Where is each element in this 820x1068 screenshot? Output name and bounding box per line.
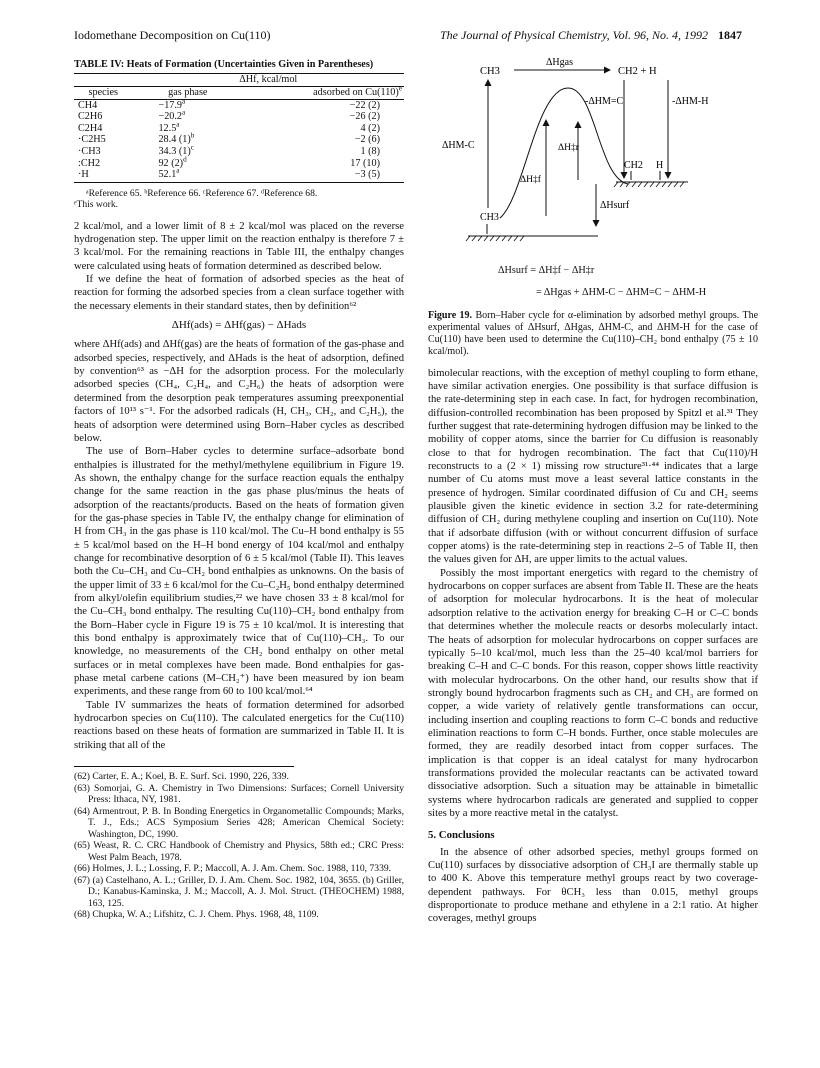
paragraph-right-1: bimolecular reactions, with the exception of methyl coupling to form ethane, have similar activation energies. One possibility is that surface diffusion is the rate-determining step in each case. In fact, for hydrogen recombination, diffusion-controlled recombination has been proposed by Spitzl et al.³¹ They further suggest that rate-determining hydrogen diffusion may be linked to the mobility of copper atoms, since the barrier for Cu diffusion is reasonably close to that for hydrogen recombination. The fact that Cu(110)/H reconstructs to a (2 × 1) missing row structure³¹·⁴⁴ indicates that a large number of Cu atoms must move a least several lattice constants in the presence of hydrogen. Similar coordinated diffusion of Cu and CH₂ seems plausible given the kinetic evidence in section 3.2 for rate-determining diffusion of CH₂ during methylene coupling and insertion on Cu(110). Note that if adsorbate diffusion (with or without concurrent diffusion of surface copper atoms) is the rate-determining step in reactions 2–5 of Table II, then the values given for ΔH, are upper limits to the actual values.	[428, 367, 758, 566]
paragraph-left-5: Table IV summarizes the heats of formation determined for adsorbed hydrocarbon species on Cu(110). The calculated energetics for the Cu(110) reactions based on these heats of formation are summarized in Table II. It is striking that all of the	[74, 699, 404, 751]
figure-caption	[428, 310, 758, 358]
label-dhf-forward: ΔH‡f	[520, 175, 541, 185]
label-ch2-ads: CH2	[624, 160, 643, 171]
paragraph-right-2: Possibly the most important energetics with regard to the chemistry of hydrocarbons on copper surfaces are absent from Table II. These are the heats of adsorption for molecular hydrocarbons. It is the heat of molecular adsorption relative to the activation energy for breaking C–H or C–C bonds that determines whether the molecule reacts or desorbs molecularly intact. The heats of adsorption for molecular hydrocarbons on copper surfaces are typically 5–10 kcal/mol, much less than the 25–40 kcal/mol barriers for breaking C–H and C–C bonds. For this reason, copper shows little reactivity with molecular hydrocarbons. On the other hand, our results show that if strongly bound hydrocarbon fragments such as CH₂ and CH₃ are formed on copper, a wide variety of relatively gentle transformations can occur, including insertion and coupling reactions to form C–C bonds and reductive elimination reactions to form C–H bonds. Further, once stable molecules are formed, they are readily desorbed intact from copper surfaces. The implication is that copper is an ideal catalyst for many hydrocarbon transformations provided the molecular reactants can be activated toward dissociative adsorption. Such a situation may be attainable in bimetallic systems where hydrocarbon radicals are generated and supplied to copper sites by a more reactive metal in the catalyst.	[428, 567, 758, 819]
table-cell-adsorbed: −22 (2)	[349, 99, 380, 111]
gas-value: 92 (2)	[158, 157, 184, 169]
gas-note: a	[182, 97, 186, 106]
table-header-note: e	[398, 84, 402, 93]
table-row	[74, 99, 404, 111]
figure-caption-text: Born–Haber cycle for α-elimination by adsorbed methyl groups. The experimental values of ΔHsurf, ΔHgas, ΔHM-C, and ΔHM-H for the case of Cu(110) have been used to determine the Cu(110)–CH₂ bond enthalpy (75 ± 10 kcal/mol).	[428, 310, 759, 357]
label-dhf-reverse: ΔH‡r	[558, 143, 579, 153]
reference-item: (68) Chupka, W. A.; Lifshitz, C. J. Chem. Phys. 1968, 48, 1109.	[74, 909, 319, 921]
heats-of-formation-table	[74, 73, 404, 182]
gas-value: −17.9	[158, 99, 183, 111]
table-row	[74, 123, 404, 135]
table-cell-adsorbed: −3 (5)	[243, 169, 404, 182]
figure-equation-2: = ΔHgas + ΔHM-C − ΔHM=C − ΔHM-H	[536, 287, 707, 298]
page-number: 1847	[718, 28, 742, 42]
reference-item: (65) Weast, R. C. CRC Handbook of Chemistry and Physics, 58th ed.; CRC Press: West Palm Beach, 1978.	[74, 840, 404, 863]
label-h-ads: H	[656, 160, 664, 171]
gas-note: b	[190, 131, 195, 140]
section-heading-conclusions: 5. Conclusions	[428, 829, 495, 842]
table-cell-species: ·H	[74, 169, 132, 182]
gas-note: a	[176, 120, 180, 129]
paragraph-conclusions: In the absence of other adsorbed species, methyl groups formed on Cu(110) surfaces by dissociative adsorption of CH₃I are thermally stable up to 400 K. Above this temperature methyl groups react by two coverage-dependent pathways. For θCH₃ less than 0.015, methyl groups disproportionate to produce methane and ethylene in a 2:1 ratio. At higher coverages, methyl groups	[428, 846, 758, 925]
journal-citation: The Journal of Physical Chemistry, Vol. 96, No. 4, 1992	[440, 28, 708, 42]
reference-item: (67) (a) Castelhano, A. L.; Griller, D. J. Am. Chem. Soc. 1982, 104, 3655. (b) Griller, D.; Kanabus-Kaminska, J. M.; Maccoll, A. J. Mol. Struct. (THEOCHEM) 1988, 163, 125.	[74, 874, 404, 909]
reference-list	[74, 771, 404, 921]
table-cell-gas	[132, 120, 243, 135]
label-ch3-gas: CH3	[480, 66, 500, 77]
table-title: TABLE IV: Heats of Formation (Uncertainties Given in Parentheses)	[74, 59, 374, 70]
label-dhsurf: ΔHsurf	[600, 200, 630, 211]
table-cell-species: ·CH3	[78, 145, 101, 157]
gas-value: 28.4 (1)	[158, 134, 191, 146]
table-row	[74, 134, 404, 146]
surface-hatch-left	[466, 236, 524, 241]
gas-note: a	[176, 166, 180, 175]
gas-note: c	[190, 143, 194, 152]
gas-value: 12.5	[158, 122, 177, 134]
paragraph-left-3: where ΔHf(ads) and ΔHf(gas) are the heats of formation of the gas-phase and adsorbed species, respectively, and ΔHads is the heat of adsorption, defined by convention⁶³ as −ΔH for the adsorption process. For the molecularly adsorbed species (CH₄, C₂H₄, and C₂H₆) the heats of adsorption were determined from the desorption peak temperatures assuming preexponential factors of 10¹³ s⁻¹. For the adsorbed radicals (H, CH₃, CH₂, and C₂H₅), the heats of adsorption were determined using Born–Haber cycles as described below.	[74, 339, 404, 444]
running-header-title: Iodomethane Decomposition on Cu(110)	[74, 28, 271, 42]
figure-19-diagram	[428, 58, 758, 248]
figure-equations	[428, 260, 758, 304]
table-cell-gas	[132, 155, 243, 170]
table-cell-gas	[132, 99, 243, 111]
table-row	[74, 111, 404, 123]
references-divider	[74, 766, 294, 767]
table-body	[74, 99, 404, 182]
paragraph-left-2: If we define the heat of formation of adsorbed species as the heat of reaction for forming the adsorbed species from a clean surface together with the necessary elements in their standard states, then by definition⁶²	[74, 274, 404, 312]
table-cell-species: C2H4	[78, 122, 103, 134]
gas-value: −20.2	[158, 111, 183, 123]
paragraph-left-4: The use of Born–Haber cycles to determine surface–adsorbate bond enthalpies is illustrated for the methyl/methylene equilibrium in Figure 19. As shown, the enthalpy change for the surface reaction equals the enthalpy change for the same reaction in the gas phase plus/minus the heats of adsorption of the reactants/products. Based on the heats of formation given for the gas-phase species in Table IV, the enthalpy change for elimination of H from CH₃ in the gas phase is 110 kcal/mol. The Cu–H bond enthalpy is 55 ± 5 kcal/mol based on the H–H bond energy of 104 kcal/mol and enthalpy change for recombinative desorption of 6 ± 5 kcal/mol (Table II). This leaves both the Cu–CH₃ and Cu–CH₂ bond enthalpies as unknowns. On the basis of the upper limit of 33 ± 6 kcal/mol for the Cu–C₂H₅ bond enthalpy determined from alkyl/olefin equilibrium studies,²² we have chosen 33 ± 8 kcal/mol for the Cu–CH₃ bond enthalpy. The resulting Cu(110)–CH₂ bond enthalpy from the Born–Haber cycle in Figure 19 is 75 ± 10 kcal/mol. It is interesting that this bond enthalpy is approximately twice that of Cu(110)–CH₃. To our knowledge, no measurements of the CH₂ bond enthalpy on other metal surfaces or in metal complexes have been made. Bond enthalpies for gas-phase metal carbene cations (M–CH₂⁺) have been measured by ion beam experiments, and these range from 60 to 100 kcal/mol.⁶⁴	[74, 446, 404, 698]
table-cell-species: :CH2	[78, 157, 101, 169]
table-row	[74, 146, 404, 158]
gas-note: d	[183, 155, 187, 164]
gas-value: 34.3 (1)	[158, 145, 191, 157]
table-cell-adsorbed: −26 (2)	[349, 111, 380, 123]
label-dhmh: -ΔHM-H	[672, 96, 709, 107]
label-dhmeqc: -ΔHM=C	[585, 96, 624, 107]
table-header-gas: gas phase	[132, 86, 243, 99]
table-footnotes	[74, 188, 404, 211]
table-row	[74, 169, 404, 182]
table-cell-species: CH4	[78, 99, 98, 111]
table-group-header: ΔHf, kcal/mol	[132, 74, 404, 87]
label-ch3-ads: CH3	[480, 212, 499, 223]
table-cell-adsorbed: 1 (8)	[360, 145, 380, 157]
born-haber-cycle-svg	[428, 58, 758, 248]
table-cell-gas	[132, 108, 243, 123]
reference-item: (66) Holmes, J. L.; Lossing, F. P.; Maccoll, A. J. Am. Chem. Soc. 1988, 110, 7339.	[74, 863, 392, 875]
table-cell-species: C2H6	[78, 111, 103, 123]
reference-item: (64) Armentrout, P. B. In Bonding Energetics in Organometallic Compounds; Marks, T. J., Eds.; ACS Symposium Series 428; American Chemical Society: Washington, DC, 1990.	[74, 805, 404, 840]
label-dhmc: ΔHM-C	[442, 140, 475, 151]
gas-note: a	[182, 108, 186, 117]
table-cell-adsorbed: 4 (2)	[360, 122, 380, 134]
label-dhgas: ΔHgas	[546, 58, 573, 68]
reaction-barrier-curve	[500, 88, 628, 218]
table-footnote-this-work: ᵉThis work.	[74, 199, 119, 211]
table-row	[74, 158, 404, 170]
table-cell-gas	[132, 143, 243, 158]
paragraph-left-1: 2 kcal/mol, and a lower limit of 8 ± 2 kcal/mol was placed on the reverse hydrogenation step. The upper limit on the reaction enthalpy is therefore 7 ± 3 kcal/mol. For the remaining reactions in Table III, the enthalpy changes were calculated using heats of formation determined as described below.	[74, 220, 404, 272]
equation-heat-of-formation: ΔHf(ads) = ΔHf(gas) − ΔHads	[171, 319, 307, 332]
label-ch2-h-gas: CH2 + H	[618, 66, 657, 77]
gas-value: 52.1	[158, 169, 177, 181]
table-footnote-refs: ᵃReference 65. ᵇReference 66. ᶜReference 67. ᵈReference 68.	[86, 187, 318, 199]
figure-equation-1: ΔHsurf = ΔH‡f − ΔH‡r	[498, 265, 595, 276]
table-cell-gas	[132, 131, 243, 146]
table-header-adsorbed	[243, 86, 404, 99]
reference-item: (62) Carter, E. A.; Koel, B. E. Surf. Sci. 1990, 226, 339.	[74, 771, 289, 783]
table-cell-adsorbed: 17 (10)	[350, 157, 380, 169]
table-cell-species: ·C2H5	[78, 134, 106, 146]
table-cell-adsorbed: −2 (6)	[354, 134, 380, 146]
table-header-adsorbed-label: adsorbed on Cu(110)	[313, 86, 399, 98]
left-column	[74, 58, 404, 921]
right-column	[428, 58, 758, 926]
table-cell-gas	[132, 166, 243, 182]
figure-caption-label: Figure 19.	[428, 310, 473, 321]
reference-item: (63) Somorjai, G. A. Chemistry in Two Dimensions: Surfaces; Cornell University Press: Ithaca, NY, 1981.	[74, 782, 404, 806]
running-header-journal	[440, 28, 742, 43]
table-header-species: species	[74, 86, 132, 99]
